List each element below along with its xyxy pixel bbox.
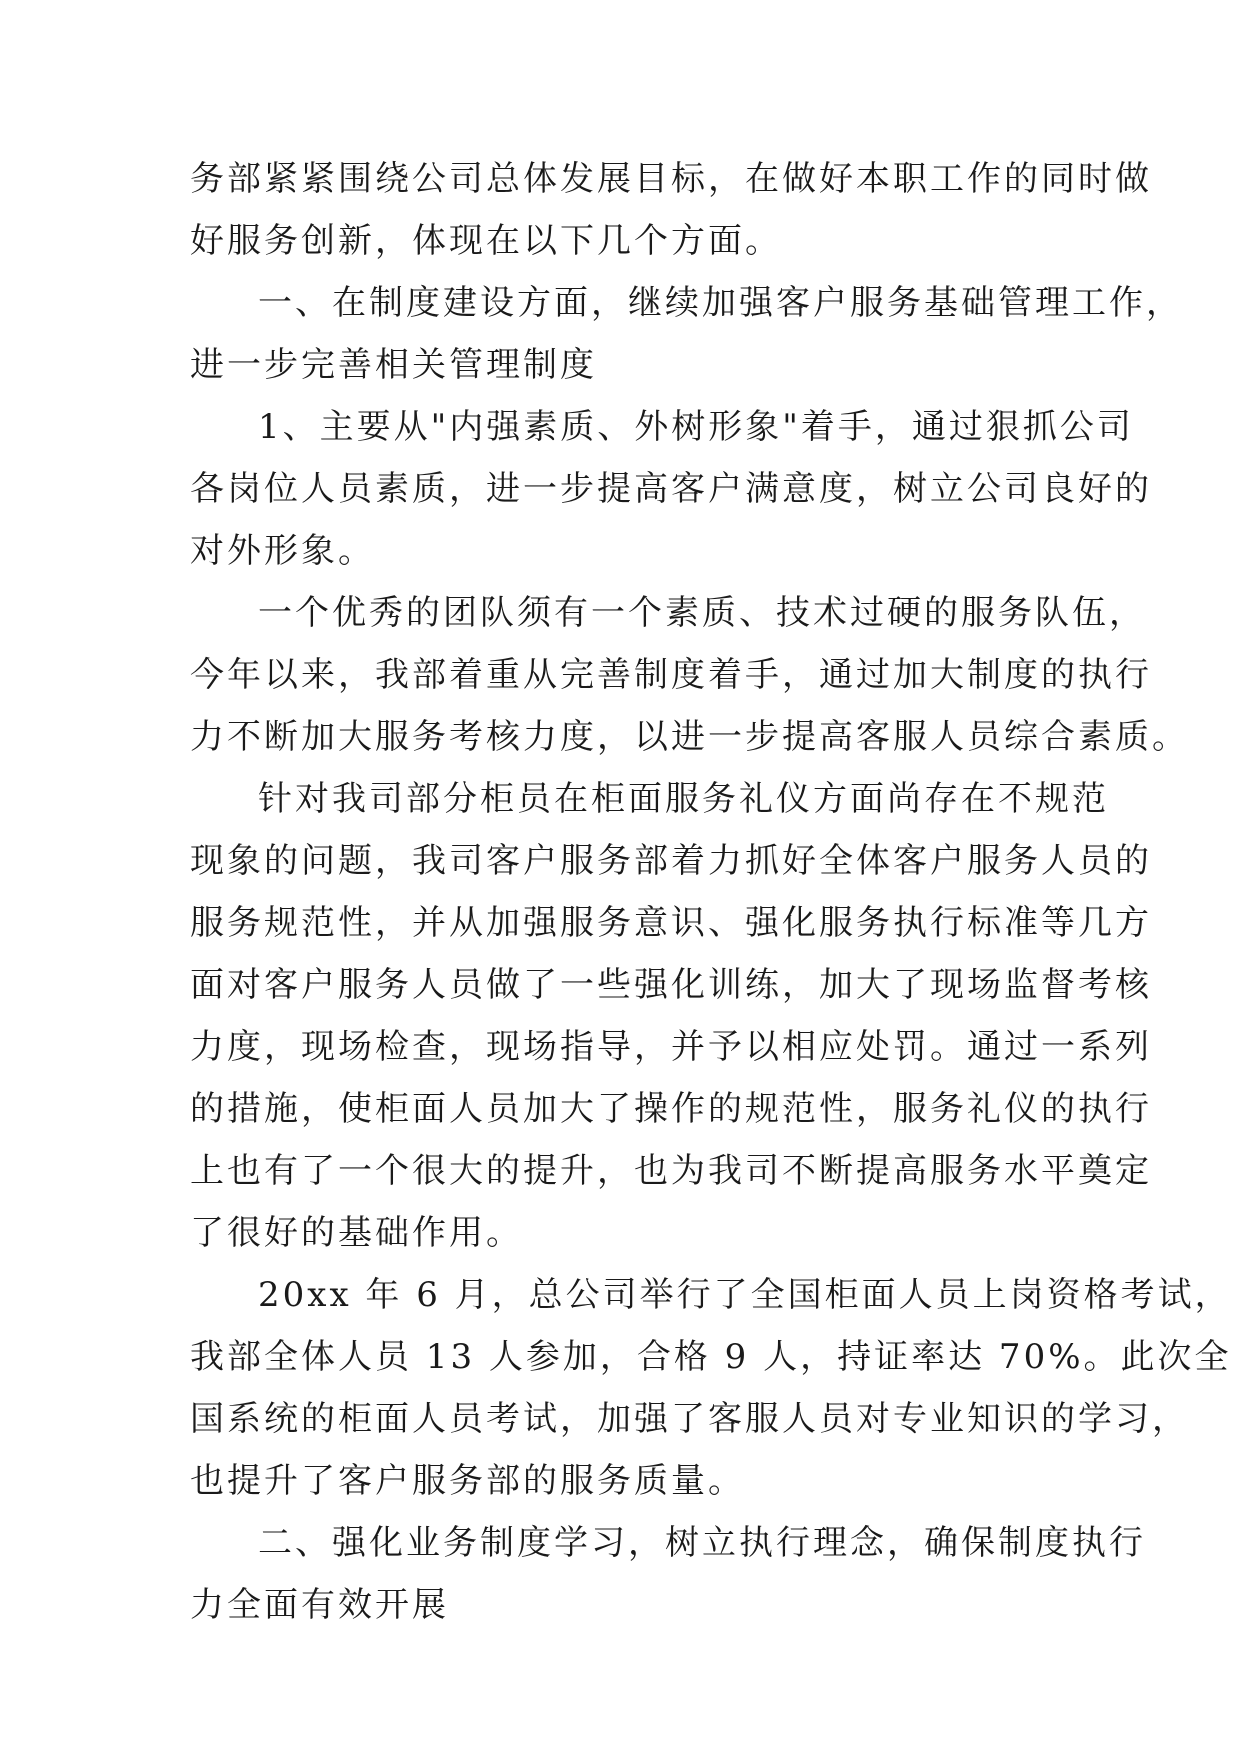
text-line: 的措施，使柜面人员加大了操作的规范性，服务礼仪的执行 (190, 1089, 1152, 1129)
text-line: 现象的问题，我司客户服务部着力抓好全体客户服务人员的 (190, 841, 1152, 881)
text-line: 也提升了客户服务部的服务质量。 (190, 1461, 745, 1501)
text-line: 上也有了一个很大的提升，也为我司不断提高服务水平奠定 (190, 1151, 1152, 1191)
text-line: 今年以来，我部着重从完善制度着手，通过加大制度的执行 (190, 655, 1152, 695)
paragraph-start: 20xx 年 6 月，总公司举行了全国柜面人员上岗资格考试， (258, 1275, 1232, 1315)
text-line: 力度，现场检查，现场指导，并予以相应处罚。通过一系列 (190, 1027, 1152, 1067)
paragraph-start: 一个优秀的团队须有一个素质、技术过硬的服务队伍， (258, 593, 1146, 633)
text-line: 了很好的基础作用。 (190, 1213, 523, 1253)
text-line: 各岗位人员素质，进一步提高客户满意度，树立公司良好的 (190, 469, 1152, 509)
paragraph-start: 针对我司部分柜员在柜面服务礼仪方面尚存在不规范 (258, 779, 1109, 819)
text-line: 国系统的柜面人员考试，加强了客服人员对专业知识的学习， (190, 1399, 1189, 1439)
section-heading-2-cont: 力全面有效开展 (190, 1585, 449, 1625)
text-line: 务部紧紧围绕公司总体发展目标，在做好本职工作的同时做 (190, 159, 1152, 199)
section-heading-1: 一、在制度建设方面，继续加强客户服务基础管理工作， (258, 283, 1183, 323)
text-line: 对外形象。 (190, 531, 375, 571)
section-heading-2: 二、强化业务制度学习，树立执行理念，确保制度执行 (258, 1523, 1146, 1563)
section-heading-1-cont: 进一步完善相关管理制度 (190, 345, 597, 385)
text-line: 服务规范性，并从加强服务意识、强化服务执行标准等几方 (190, 903, 1152, 943)
subheading-1: 1、主要从"内强素质、外树形象"着手，通过狠抓公司 (258, 407, 1134, 447)
document-body (190, 148, 1232, 1636)
text-line: 面对客户服务人员做了一些强化训练，加大了现场监督考核 (190, 965, 1152, 1005)
text-line: 好服务创新，体现在以下几个方面。 (190, 221, 782, 261)
text-line: 力不断加大服务考核力度，以进一步提高客服人员综合素质。 (190, 717, 1189, 757)
text-line: 我部全体人员 13 人参加，合格 9 人，持证率达 70%。此次全 (190, 1337, 1232, 1377)
